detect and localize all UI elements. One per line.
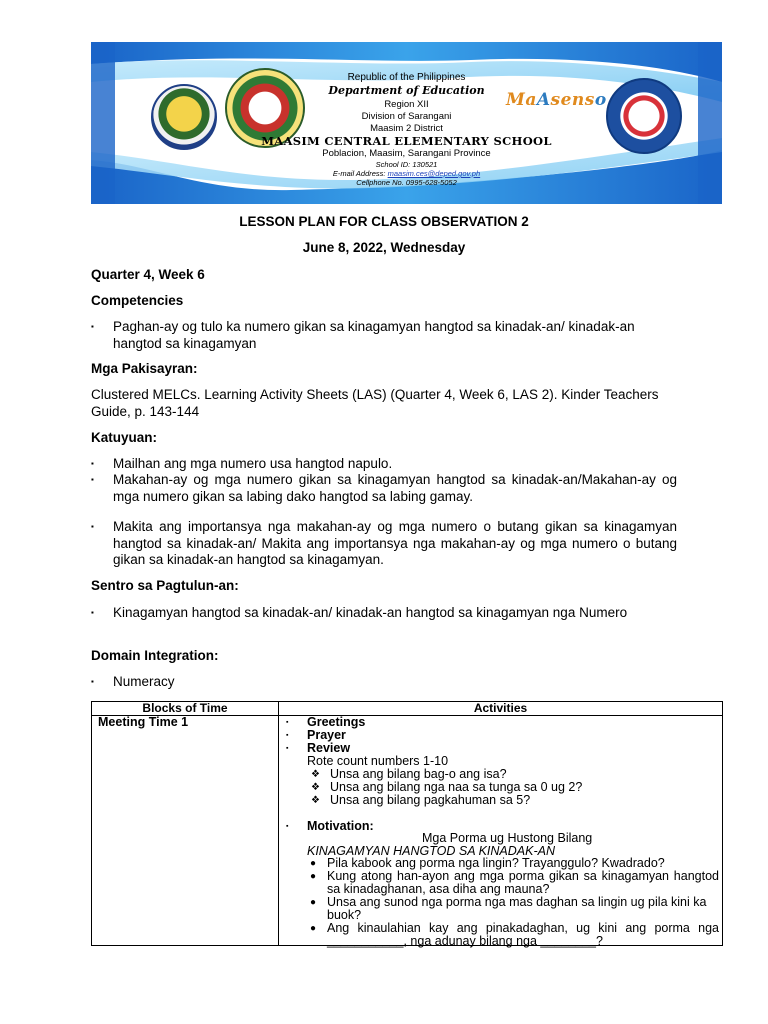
dot-bullet-icon: ● [310, 897, 317, 908]
bullet-icon: ▪ [286, 823, 289, 830]
bullet-icon: ▪ [91, 475, 94, 484]
bullet-icon: ▪ [91, 677, 94, 686]
objective-item-1: Mailhan ang mga numero usa hangtod napulo. [113, 456, 393, 471]
letterhead-banner [91, 42, 722, 204]
lesson-date: June 8, 2022, Wednesday [302, 240, 466, 255]
activities-table [91, 701, 723, 946]
review-rote-count: Rote count numbers 1-10 [307, 754, 449, 768]
column-header-blocks: Blocks of Time [142, 701, 228, 715]
header-department: Department of Education [328, 84, 485, 97]
references-text: Clustered MELCs. Learning Activity Sheets (LAS) (Quarter 4, Week 6, LAS 2). Kinder Teachers Guide, p. 143-144 [91, 387, 659, 419]
diamond-bullet-icon: ❖ [311, 769, 320, 780]
header-district: Maasim 2 District [370, 123, 443, 134]
header-school-id: School ID: 130521 [375, 160, 438, 169]
motivation-subtitle: KINAGAMYAN HANGTOD SA KINADAK-AN [307, 844, 555, 858]
motivation-point-4: Ang kinaulahian kay ang pinakadaghan, ug kini ang porma nga ___________, nga adunay bilang nga ________? [327, 921, 719, 948]
objective-item-3: Makita ang importansya nga makahan-ay og mga numero o butang gikan sa kinagamyan hangtod sa kinadak-an/ Makita ang importansya nga makahan-ay og mga numero o butang gikan sa kinadak-an hangtod sa kinagamyan. [113, 519, 677, 567]
dot-bullet-icon: ● [310, 858, 317, 869]
email-link[interactable]: maasim.ces@deped.gov.ph [387, 169, 481, 178]
header-email-line: E-mail Address: maasim.ces@deped.gov.ph [332, 169, 481, 178]
header-republic: Republic of the Philippines [347, 72, 466, 83]
diamond-bullet-icon: ❖ [311, 782, 320, 793]
objective-item-2: Makahan-ay og mga numero gikan sa kinagamyan hangtod sa kinadak-an/Makahan-ay og mga numero gikan sa labing dako hangtod sa labing gamay. [113, 472, 677, 504]
column-header-activities: Activities [473, 701, 528, 715]
dot-bullet-icon: ● [310, 923, 317, 934]
domain-item: Numeracy [113, 674, 175, 689]
activity-review: Review [307, 741, 351, 755]
activity-greetings: Greetings [307, 715, 366, 729]
bullet-icon: ▪ [286, 745, 289, 752]
block-meeting-time: Meeting Time 1 [98, 715, 189, 729]
bullet-icon: ▪ [91, 322, 94, 331]
focus-item: Kinagamyan hangtod sa kinadak-an/ kinadak-an hangtod sa kinagamyan nga Numero [113, 605, 628, 620]
motivation-point-2: Kung atong han-ayon ang mga porma gikan sa kinagamyan hangtod sa kinadaghanan, asa diha ang mauna? [327, 869, 719, 896]
quarter-label: Quarter 4, Week 6 [91, 267, 205, 282]
bullet-icon: ▪ [91, 608, 94, 617]
objectives-heading: Katuyuan: [91, 430, 158, 445]
focus-heading: Sentro sa Pagtulun-an: [91, 578, 239, 593]
domain-heading: Domain Integration: [91, 648, 219, 663]
table-divider [278, 702, 279, 945]
motivation-title: Mga Porma ug Hustong Bilang [422, 831, 593, 845]
competencies-heading: Competencies [91, 293, 184, 308]
header-division: Division of Sarangani [361, 111, 452, 122]
activity-prayer: Prayer [307, 728, 346, 742]
review-question-2: Unsa ang bilang nga naa sa tunga sa 0 ug 2? [330, 780, 583, 794]
header-address: Poblacion, Maasim, Sarangani Province [322, 148, 491, 159]
review-question-3: Unsa ang bilang pagkahuman sa 5? [330, 793, 531, 807]
motivation-point-1: Pila kabook ang porma nga lingin? Trayanggulo? Kwadrado? [327, 856, 665, 870]
header-region: Region XII [384, 99, 429, 110]
dot-bullet-icon: ● [310, 871, 317, 882]
diamond-bullet-icon: ❖ [311, 795, 320, 806]
competency-item: Paghan-ay og tulo ka numero gikan sa kinagamyan hangtod sa kinadak-an/ kinadak-an hangtod sa kinagamyan [113, 319, 635, 351]
activity-motivation: Motivation: [307, 819, 374, 833]
header-school-name: MAASIM CENTRAL ELEMENTARY SCHOOL [261, 134, 552, 148]
review-question-1: Unsa ang bilang bag-o ang isa? [330, 767, 507, 781]
motivation-point-3: Unsa ang sunod nga porma nga mas daghan sa lingin ug pila kini ka buok? [327, 895, 707, 922]
bullet-icon: ▪ [286, 719, 289, 726]
bullet-icon: ▪ [91, 459, 94, 468]
bullet-icon: ▪ [286, 732, 289, 739]
header-cellphone: Cellphone No. 0995-628-5052 [356, 178, 457, 187]
references-heading: Mga Pakisayran: [91, 361, 198, 376]
masenso-logo: MaAsenso [506, 90, 607, 110]
bullet-icon: ▪ [91, 522, 94, 531]
page-title: LESSON PLAN FOR CLASS OBSERVATION 2 [239, 214, 529, 229]
